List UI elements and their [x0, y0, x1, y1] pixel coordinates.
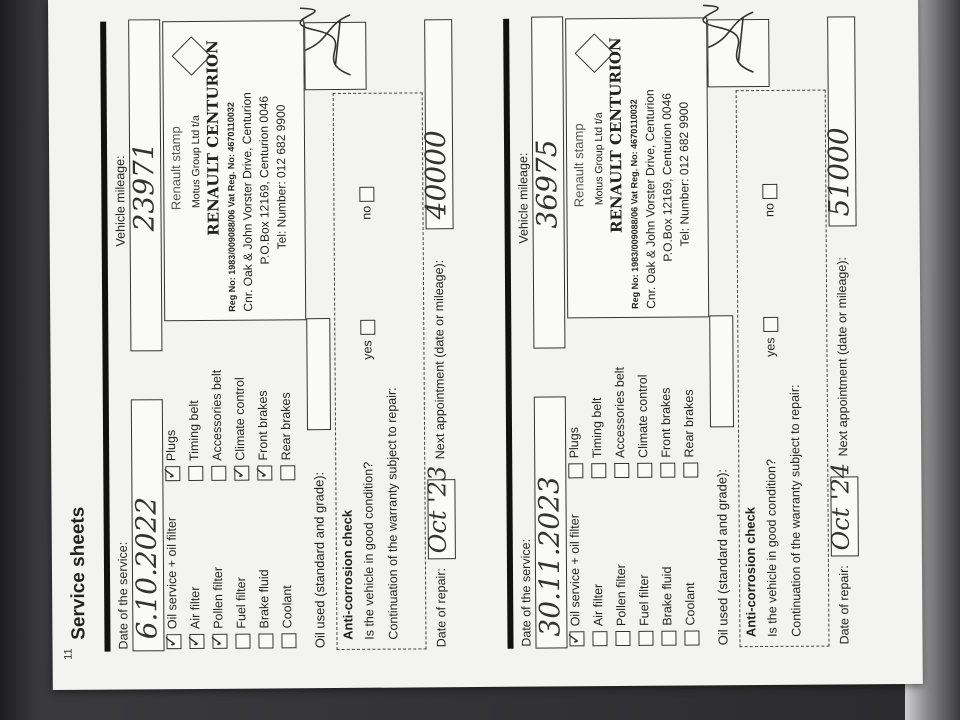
- page-content: [48, 0, 913, 680]
- right-checkbox-0[interactable]: [165, 466, 180, 481]
- left-label-2: Pollen filter: [613, 564, 629, 627]
- left-label-1: Air filter: [591, 583, 606, 627]
- left-checkbox-4[interactable]: [258, 633, 273, 648]
- right-label-4: Front brakes: [658, 387, 674, 458]
- right-checkbox-2[interactable]: [614, 463, 629, 478]
- renault-stamp-box: [565, 17, 709, 318]
- stamp-line-5: P.O.Box 12169, Centurion 0046: [659, 93, 675, 262]
- no-label: no: [359, 205, 374, 220]
- left-checkbox-1[interactable]: [189, 634, 204, 649]
- vehicle-mileage-value: 36975: [529, 139, 564, 229]
- no-label: no: [762, 203, 777, 218]
- left-label-3: Fuel filter: [637, 574, 652, 626]
- date-of-service-label: Date of the service:: [518, 538, 534, 647]
- right-label-0: Plugs: [566, 427, 582, 459]
- yes-checkbox[interactable]: [360, 320, 375, 335]
- oil-used-label: Oil used (standard and grade):: [311, 471, 328, 649]
- continuation-label: Continuation of the warranty subject to repair:: [384, 387, 401, 640]
- no-checkbox[interactable]: [359, 187, 374, 202]
- right-label-4: Front brakes: [255, 390, 271, 461]
- left-label-3: Fuel filter: [234, 577, 249, 629]
- right-checkbox-3[interactable]: [637, 463, 652, 478]
- anti-corrosion-title: Anti-corrosion check: [339, 509, 356, 640]
- yes-label: yes: [360, 340, 375, 360]
- left-label-4: Brake fluid: [659, 566, 675, 626]
- section-header-bar: [503, 19, 513, 649]
- date-of-service-value: 30.11.2023: [532, 476, 567, 637]
- stamp-line-2: RENAULT CENTURION: [203, 40, 223, 236]
- left-checkbox-0[interactable]: [569, 631, 584, 646]
- stamp-line-3: Reg No: 1983/009088/06 Vat Reg. No: 4670110032: [628, 99, 641, 309]
- right-checkbox-0[interactable]: [568, 463, 583, 478]
- stamp-line-6: Tel: Number: 012 682 9900: [676, 101, 692, 247]
- right-label-5: Rear brakes: [278, 392, 294, 461]
- service-sheet-1: [100, 22, 453, 652]
- oil-used-label: Oil used (standard and grade):: [714, 468, 731, 646]
- renault-stamp-box: [162, 20, 306, 321]
- stamp-line-4: Cnr. Oak & John Vorster Drive, Centurion: [239, 92, 256, 312]
- continuation-label: Continuation of the warranty subject to repair:: [787, 384, 804, 637]
- vehicle-mileage-label: Vehicle mileage:: [113, 155, 128, 247]
- left-checkbox-3[interactable]: [235, 634, 250, 649]
- left-checkbox-0[interactable]: [166, 634, 181, 649]
- right-checkbox-5[interactable]: [683, 462, 698, 477]
- next-appointment-value: 51000: [821, 127, 856, 217]
- signature-scribble: [693, 0, 774, 77]
- date-of-repair-value: Oct '23: [423, 465, 452, 554]
- right-checkbox-1[interactable]: [591, 463, 606, 478]
- right-checkbox-4[interactable]: [257, 465, 272, 480]
- left-label-5: Coolant: [280, 585, 295, 629]
- yes-label: yes: [763, 337, 778, 358]
- next-appointment-value: 40000: [418, 130, 453, 220]
- left-label-5: Coolant: [683, 582, 698, 626]
- date-of-service-label: Date of the service:: [115, 541, 131, 650]
- signature-scribble: [290, 0, 371, 80]
- stamp-line-5: P.O.Box 12169, Centurion 0046: [256, 95, 272, 265]
- left-label-1: Air filter: [188, 586, 203, 630]
- page-number: 11: [62, 648, 75, 660]
- right-label-2: Accessories belt: [612, 366, 628, 459]
- left-label-2: Pollen filter: [210, 566, 226, 629]
- left-checkbox-2[interactable]: [212, 634, 227, 649]
- page-title: Service sheets: [67, 506, 90, 640]
- oil-used-field[interactable]: [306, 318, 331, 430]
- left-checkbox-3[interactable]: [638, 631, 653, 646]
- left-checkbox-5[interactable]: [281, 633, 296, 648]
- left-checkbox-1[interactable]: [592, 631, 607, 646]
- right-checkbox-2[interactable]: [211, 466, 226, 481]
- left-label-0: Oil service + oil filter: [164, 516, 180, 630]
- stamp-title: Renault stamp: [570, 123, 587, 208]
- right-checkbox-4[interactable]: [660, 463, 675, 478]
- section-header-bar: [100, 22, 110, 652]
- next-appointment-label: Next appointment (date or mileage):: [834, 256, 851, 457]
- right-label-3: Climate control: [232, 377, 248, 461]
- right-label-0: Plugs: [164, 429, 179, 462]
- left-checkbox-5[interactable]: [684, 630, 699, 645]
- yes-checkbox[interactable]: [763, 317, 778, 332]
- date-of-service-value: 6.10.2022: [129, 496, 164, 640]
- good-condition-question: Is the vehicle in good condition?: [361, 461, 377, 640]
- next-appointment-label: Next appointment (date or mileage):: [431, 259, 448, 460]
- service-book-page: [48, 0, 923, 690]
- date-of-repair-value: Oct '24: [826, 462, 855, 551]
- vehicle-mileage-value: 23971: [126, 142, 161, 232]
- stamp-title: Renault stamp: [167, 126, 184, 211]
- stamp-line-3: Reg No: 1983/009088/06 Vat Reg. No: 4670110032: [225, 102, 238, 312]
- date-of-repair-label: Date of repair:: [836, 565, 852, 645]
- right-label-1: Timing belt: [589, 397, 605, 459]
- left-checkbox-2[interactable]: [615, 631, 630, 646]
- good-condition-question: Is the vehicle in good condition?: [764, 459, 780, 638]
- date-of-repair-label: Date of repair:: [433, 568, 449, 648]
- vehicle-mileage-label: Vehicle mileage:: [516, 152, 531, 244]
- no-checkbox[interactable]: [762, 184, 777, 199]
- stamp-line-1: Motus Group Ltd t/a: [592, 112, 606, 206]
- anti-corrosion-title: Anti-corrosion check: [742, 507, 759, 638]
- right-checkbox-5[interactable]: [280, 465, 295, 480]
- right-checkbox-1[interactable]: [188, 466, 203, 481]
- left-checkbox-4[interactable]: [661, 631, 676, 646]
- stamp-line-4: Cnr. Oak & John Vorster Drive, Centurion: [642, 89, 659, 309]
- right-label-5: Rear brakes: [681, 389, 697, 458]
- right-label-2: Accessories belt: [209, 369, 225, 461]
- left-label-4: Brake fluid: [256, 569, 272, 629]
- service-sheet-2: [503, 19, 856, 649]
- stamp-line-1: Motus Group Ltd t/a: [189, 115, 203, 209]
- right-label-3: Climate control: [635, 374, 651, 458]
- oil-used-field[interactable]: [709, 315, 734, 427]
- stamp-line-2: RENAULT CENTURION: [606, 37, 626, 234]
- right-label-1: Timing belt: [186, 400, 202, 462]
- right-checkbox-3[interactable]: [234, 466, 249, 481]
- left-label-0: Oil service + oil filter: [567, 514, 583, 627]
- stamp-line-6: Tel: Number: 012 682 9900: [273, 104, 289, 250]
